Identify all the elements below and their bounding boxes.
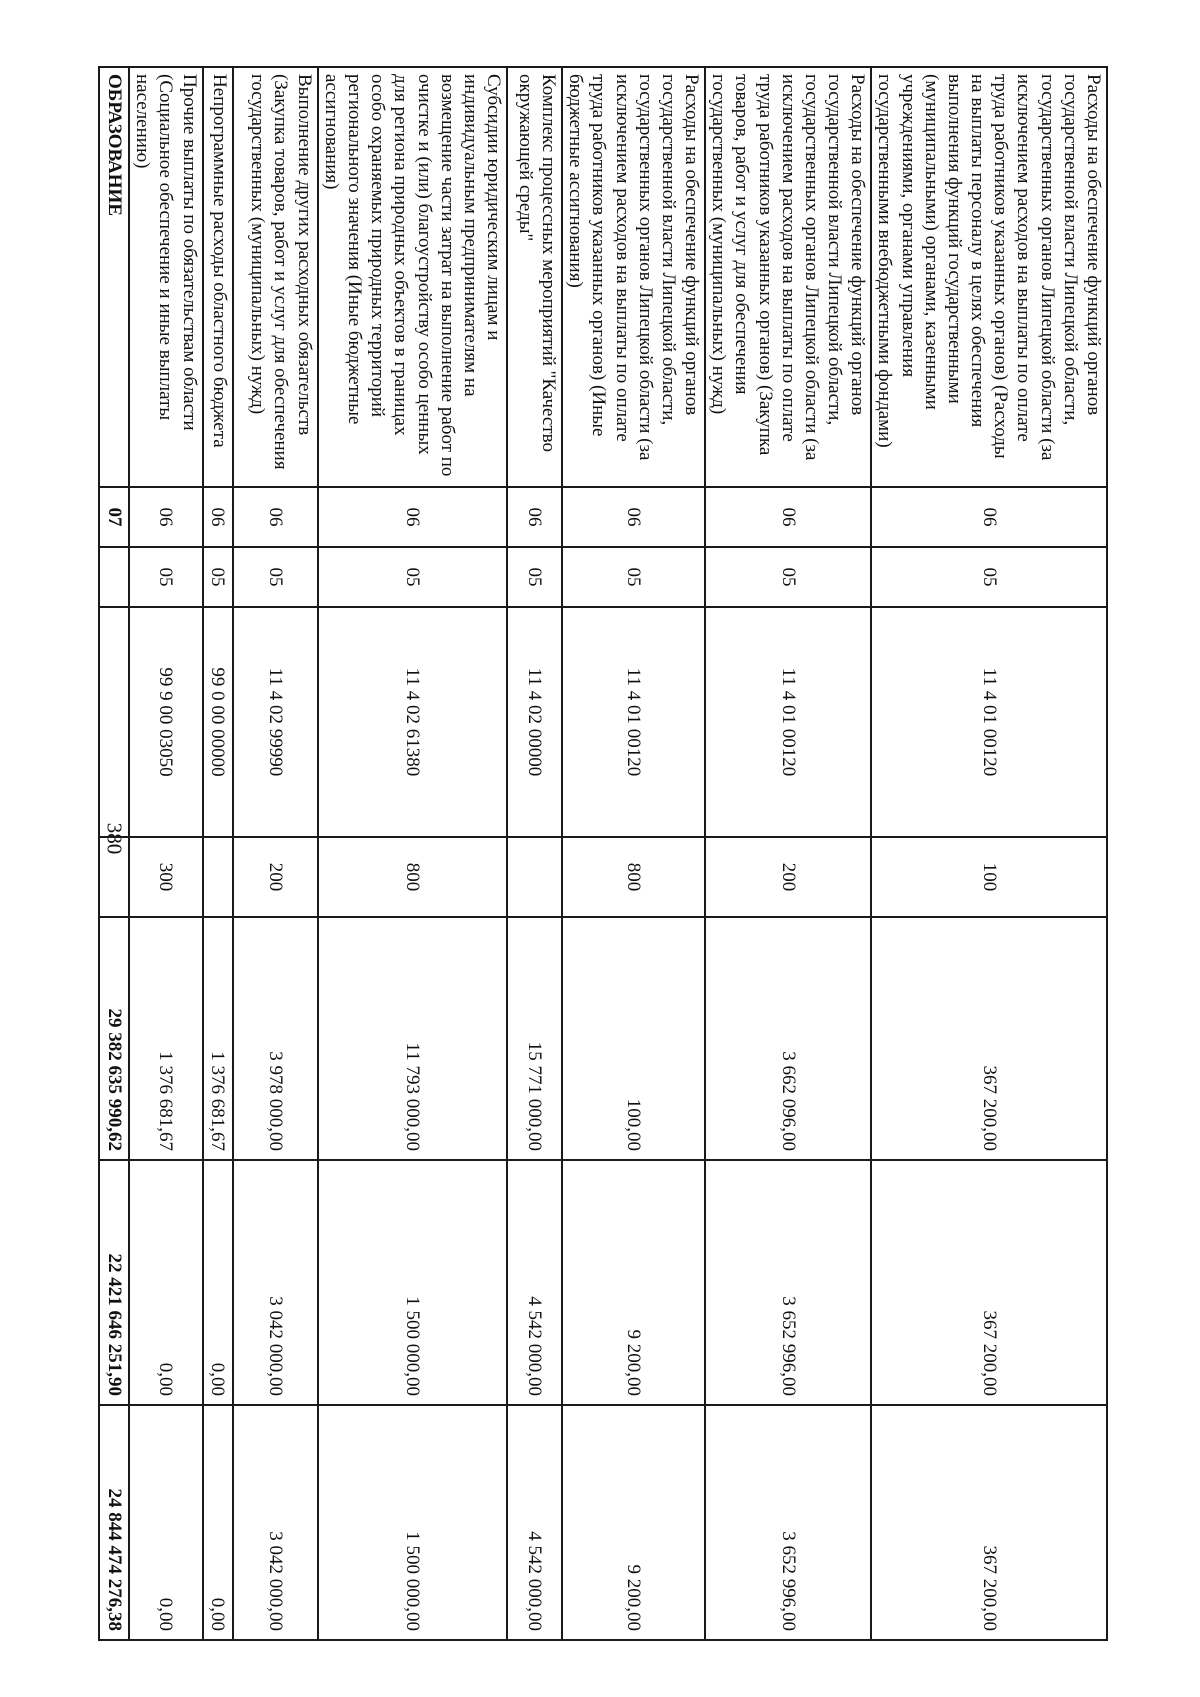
amount-year-1: 15 771 000,00 <box>507 917 562 1160</box>
amount-year-2: 1 500 000,00 <box>318 1160 507 1405</box>
budget-table-container <box>103 66 1108 1639</box>
target-article-code <box>99 607 129 837</box>
row-description: Комплекс процессных мероприятий "Качество окружающей среды" <box>507 67 562 487</box>
amount-year-1: 367 200,00 <box>871 917 1107 1160</box>
section-code: 06 <box>871 487 1107 547</box>
subsection-code: 05 <box>507 547 562 607</box>
target-article-code: 11 4 01 00120 <box>562 607 705 837</box>
section-code: 07 <box>99 487 129 547</box>
expense-type-code: 800 <box>562 837 705 917</box>
section-code: 06 <box>233 487 318 547</box>
row-description: Субсидии юридическим лицам и индивидуальным предпринимателям на возмещение части затрат на выполнение работ по очистке и (или) благоустройству особо ценных для региона природных объектов в границах особо охраняемых природных территорий регионального значения (Иные бюджетные ассигнования) <box>318 67 507 487</box>
table-row <box>318 67 507 1640</box>
expense-type-code <box>99 837 129 917</box>
expense-type-code <box>507 837 562 917</box>
target-article-code: 99 9 00 03050 <box>129 607 203 837</box>
amount-year-1: 3 662 096,00 <box>705 917 871 1160</box>
amount-year-3: 0,00 <box>203 1405 233 1640</box>
subsection-code: 05 <box>562 547 705 607</box>
subsection-code: 05 <box>871 547 1107 607</box>
row-description: ОБРАЗОВАНИЕ <box>99 67 129 487</box>
amount-year-1: 100,00 <box>562 917 705 1160</box>
expense-type-code: 300 <box>129 837 203 917</box>
amount-year-2: 0,00 <box>203 1160 233 1405</box>
target-article-code: 11 4 02 61380 <box>318 607 507 837</box>
amount-year-3: 1 500 000,00 <box>318 1405 507 1640</box>
amount-year-1: 1 376 681,67 <box>129 917 203 1160</box>
amount-year-2: 22 421 646 251,90 <box>99 1160 129 1405</box>
amount-year-2: 0,00 <box>129 1160 203 1405</box>
row-description: Прочие выплаты по обязательствам области (Социальное обеспечение и иные выплаты населению) <box>129 67 203 487</box>
target-article-code: 11 4 01 00120 <box>871 607 1107 837</box>
table-row <box>129 67 203 1640</box>
subsection-code <box>99 547 129 607</box>
amount-year-3: 367 200,00 <box>871 1405 1107 1640</box>
target-article-code: 11 4 02 99990 <box>233 607 318 837</box>
amount-year-2: 4 542 000,00 <box>507 1160 562 1405</box>
row-description: Непрограммные расходы областного бюджета <box>203 67 233 487</box>
amount-year-2: 9 200,00 <box>562 1160 705 1405</box>
table-row <box>507 67 562 1640</box>
section-code: 06 <box>318 487 507 547</box>
target-article-code: 99 0 00 00000 <box>203 607 233 837</box>
amount-year-2: 367 200,00 <box>871 1160 1107 1405</box>
amount-year-3: 0,00 <box>129 1405 203 1640</box>
amount-year-3: 24 844 474 276,38 <box>99 1405 129 1640</box>
table-row <box>562 67 705 1640</box>
expense-type-code <box>203 837 233 917</box>
target-article-code: 11 4 02 00000 <box>507 607 562 837</box>
row-description: Выполнение других расходных обязательств (Закупка товаров, работ и услуг для обеспечения государственных (муниципальных) нужд) <box>233 67 318 487</box>
amount-year-1: 11 793 000,00 <box>318 917 507 1160</box>
amount-year-1: 29 382 635 990,62 <box>99 917 129 1160</box>
amount-year-2: 3 652 996,00 <box>705 1160 871 1405</box>
amount-year-1: 1 376 681,67 <box>203 917 233 1160</box>
row-description: Расходы на обеспечение функций органов государственной власти Липецкой области, государственных органов Липецкой области (за исключением расходов на выплаты по оплате труда работников указанных органов) (Расходы на выплаты персоналу в целях обеспечения выполнения функций государственными (муниципальными) органами, казенными учреждениями, органами управления государственными внебюджетными фондами) <box>871 67 1107 487</box>
row-description: Расходы на обеспечение функций органов государственной власти Липецкой области, государственных органов Липецкой области (за исключением расходов на выплаты по оплате труда работников указанных органов) (Иные бюджетные ассигнования) <box>562 67 705 487</box>
subsection-code: 05 <box>129 547 203 607</box>
section-code: 06 <box>507 487 562 547</box>
expense-type-code: 200 <box>705 837 871 917</box>
page-number: 380 <box>102 822 127 855</box>
table-row <box>871 67 1107 1640</box>
expense-type-code: 800 <box>318 837 507 917</box>
table-row <box>233 67 318 1640</box>
table-row <box>705 67 871 1640</box>
amount-year-3: 4 542 000,00 <box>507 1405 562 1640</box>
amount-year-3: 3 652 996,00 <box>705 1405 871 1640</box>
subsection-code: 05 <box>203 547 233 607</box>
budget-table <box>98 66 1108 1641</box>
target-article-code: 11 4 01 00120 <box>705 607 871 837</box>
subsection-code: 05 <box>705 547 871 607</box>
table-row <box>203 67 233 1640</box>
section-code: 06 <box>562 487 705 547</box>
table-row-total <box>99 67 129 1640</box>
amount-year-3: 9 200,00 <box>562 1405 705 1640</box>
section-code: 06 <box>203 487 233 547</box>
section-code: 06 <box>705 487 871 547</box>
amount-year-3: 3 042 000,00 <box>233 1405 318 1640</box>
expense-type-code: 100 <box>871 837 1107 917</box>
row-description: Расходы на обеспечение функций органов государственной власти Липецкой области, государственных органов Липецкой области (за исключением расходов на выплаты по оплате труда работников указанных органов) (Закупка товаров, работ и услуг для обеспечения государственных (муниципальных) нужд) <box>705 67 871 487</box>
subsection-code: 05 <box>233 547 318 607</box>
amount-year-2: 3 042 000,00 <box>233 1160 318 1405</box>
subsection-code: 05 <box>318 547 507 607</box>
amount-year-1: 3 978 000,00 <box>233 917 318 1160</box>
section-code: 06 <box>129 487 203 547</box>
expense-type-code: 200 <box>233 837 318 917</box>
